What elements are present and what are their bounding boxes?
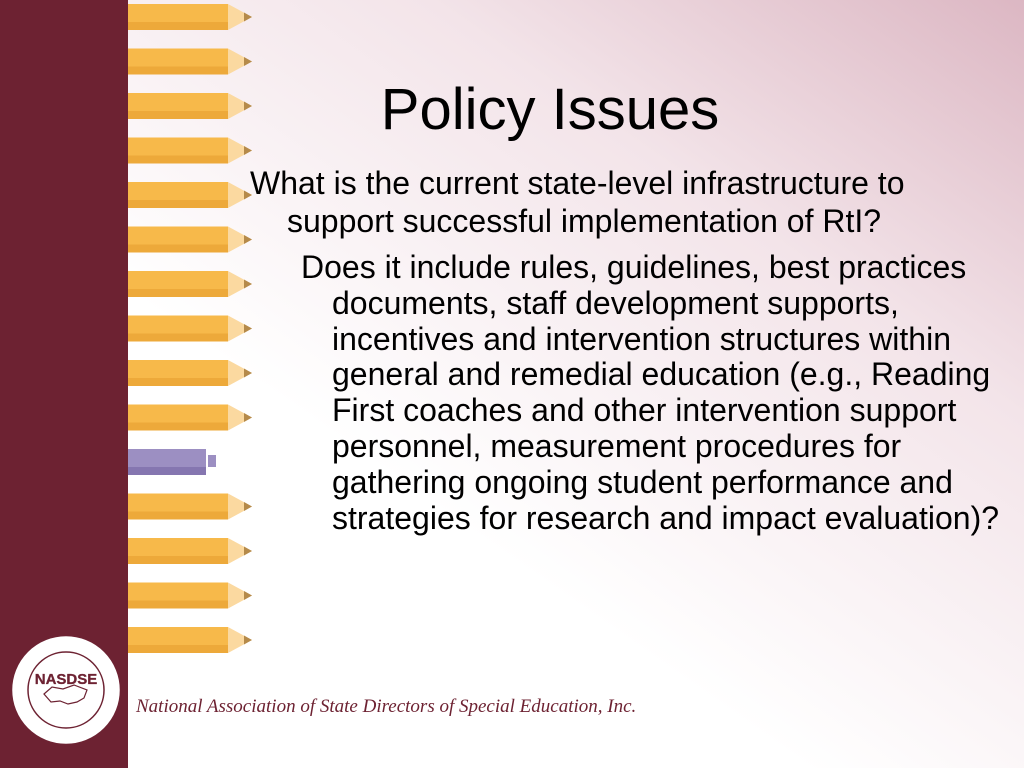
pencil [128, 227, 252, 253]
pencil [128, 93, 252, 119]
bullet-level-1: What is the current state-level infrastructure to support successful implementation of RtI? [250, 165, 905, 239]
slide-body [250, 164, 1020, 536]
pencil [128, 583, 252, 609]
bullet-level-2: Does it include rules, guidelines, best practices documents, staff development supports, incentives and intervention structures within general and remedial education (e.g., Reading First coaches and other intervention support personnel, measurement procedures for gathering ongoing student performance and strategies for research and impact evaluation)? [301, 249, 1000, 536]
pencil-stack-decoration [128, 0, 258, 680]
pencil [128, 494, 252, 520]
pencil [128, 182, 252, 208]
pencil [128, 538, 252, 564]
purple-pencil [128, 449, 216, 475]
pencil [128, 138, 252, 164]
pencil [128, 271, 252, 297]
nasdse-seal-logo [8, 632, 124, 748]
pencil [128, 4, 252, 30]
pencil [128, 405, 252, 431]
pencil [128, 316, 252, 342]
footer-organization-name: National Association of State Directors of Special Education, Inc. [136, 696, 637, 717]
pencil [128, 49, 252, 75]
pencil [128, 627, 252, 653]
slide-title: Policy Issues [380, 77, 720, 142]
pencil [128, 360, 252, 386]
seal-abbreviation: NASDSE [34, 671, 98, 688]
